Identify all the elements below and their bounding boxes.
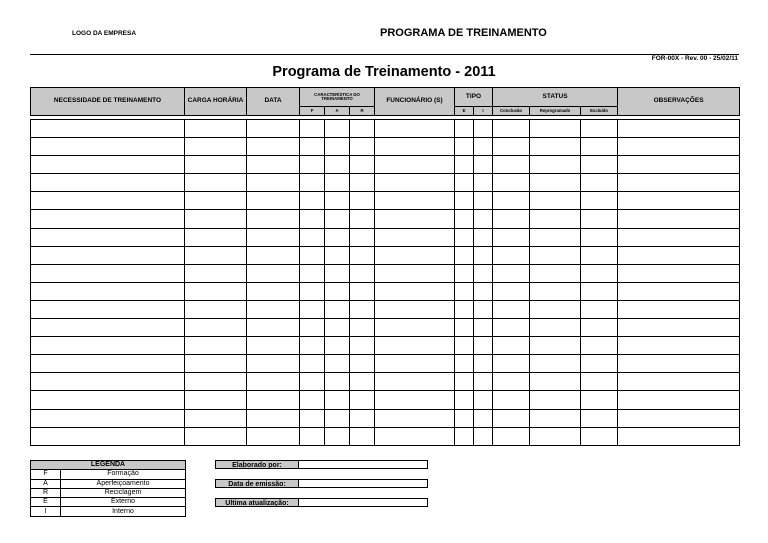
table-cell[interactable] [618, 355, 740, 373]
table-cell[interactable] [300, 174, 325, 192]
table-cell[interactable] [325, 264, 350, 282]
table-cell[interactable] [474, 210, 493, 228]
legend-label: Formação [61, 470, 186, 479]
page-title: Programa de Treinamento - 2011 [272, 64, 496, 80]
table-cell[interactable] [493, 192, 530, 210]
table-cell[interactable] [31, 337, 185, 355]
table-cell[interactable] [185, 300, 247, 318]
table-row [31, 373, 740, 391]
table-cell[interactable] [474, 319, 493, 337]
table-cell[interactable] [375, 174, 455, 192]
sub-header-f: F [300, 107, 325, 116]
table-cell[interactable] [185, 246, 247, 264]
table-cell[interactable] [581, 319, 618, 337]
table-cell[interactable] [350, 174, 375, 192]
table-cell[interactable] [247, 264, 300, 282]
table-row [31, 174, 740, 192]
table-cell[interactable] [350, 337, 375, 355]
table-cell[interactable] [247, 210, 300, 228]
table-cell[interactable] [350, 427, 375, 445]
table-cell[interactable] [31, 156, 185, 174]
table-cell[interactable] [581, 228, 618, 246]
table-cell[interactable] [325, 138, 350, 156]
table-row [31, 138, 740, 156]
table-cell[interactable] [474, 300, 493, 318]
table-row [31, 337, 740, 355]
table-row [31, 391, 740, 409]
table-cell[interactable] [618, 120, 740, 138]
table-cell[interactable] [530, 409, 581, 427]
legend-row [31, 498, 186, 507]
table-cell[interactable] [530, 319, 581, 337]
table-cell[interactable] [474, 228, 493, 246]
table-cell[interactable] [325, 174, 350, 192]
col-header-observacoes: OBSERVAÇÕES [618, 88, 740, 116]
data-emissao-field[interactable] [299, 479, 428, 488]
table-cell[interactable] [185, 120, 247, 138]
table-cell[interactable] [350, 355, 375, 373]
table-cell[interactable] [375, 228, 455, 246]
table-cell[interactable] [530, 427, 581, 445]
table-cell[interactable] [581, 138, 618, 156]
table-cell[interactable] [300, 282, 325, 300]
table-cell[interactable] [350, 210, 375, 228]
table-cell[interactable] [375, 300, 455, 318]
table-cell[interactable] [493, 120, 530, 138]
legend-label: Interno [61, 507, 186, 516]
table-cell[interactable] [493, 373, 530, 391]
table-cell[interactable] [493, 391, 530, 409]
table-cell[interactable] [493, 300, 530, 318]
table-cell[interactable] [350, 282, 375, 300]
table-cell[interactable] [185, 174, 247, 192]
col-header-data: DATA [247, 88, 300, 116]
legend-row [31, 488, 186, 497]
table-cell[interactable] [474, 174, 493, 192]
table-cell[interactable] [247, 228, 300, 246]
table-cell[interactable] [185, 373, 247, 391]
table-cell[interactable] [530, 373, 581, 391]
table-cell[interactable] [493, 282, 530, 300]
header-title: PROGRAMA DE TREINAMENTO [380, 27, 547, 39]
table-cell[interactable] [581, 409, 618, 427]
table-cell[interactable] [493, 246, 530, 264]
table-cell[interactable] [455, 192, 474, 210]
table-cell[interactable] [618, 409, 740, 427]
table-cell[interactable] [474, 391, 493, 409]
table-cell[interactable] [493, 427, 530, 445]
table-cell[interactable] [455, 300, 474, 318]
table-cell[interactable] [325, 228, 350, 246]
table-cell[interactable] [185, 427, 247, 445]
legend-label: Aperfeiçoamento [61, 479, 186, 488]
table-cell[interactable] [375, 138, 455, 156]
table-cell[interactable] [185, 355, 247, 373]
table-cell[interactable] [247, 246, 300, 264]
table-cell[interactable] [455, 427, 474, 445]
table-cell[interactable] [247, 174, 300, 192]
table-row [31, 264, 740, 282]
col-header-necessidade: NECESSIDADE DE TREINAMENTO [31, 88, 185, 116]
table-cell[interactable] [300, 192, 325, 210]
table-cell[interactable] [618, 300, 740, 318]
table-cell[interactable] [474, 156, 493, 174]
sub-header-excluido: Excluído [581, 107, 618, 116]
table-cell[interactable] [581, 391, 618, 409]
table-cell[interactable] [350, 156, 375, 174]
col-header-tipo: TIPO [455, 88, 493, 107]
table-cell[interactable] [31, 210, 185, 228]
legend-row [31, 470, 186, 479]
table-cell[interactable] [493, 355, 530, 373]
table-row [31, 319, 740, 337]
table-cell[interactable] [530, 355, 581, 373]
table-cell[interactable] [31, 373, 185, 391]
table-cell[interactable] [455, 409, 474, 427]
table-cell[interactable] [530, 264, 581, 282]
table-cell[interactable] [350, 120, 375, 138]
table-cell[interactable] [350, 264, 375, 282]
table-cell[interactable] [375, 192, 455, 210]
table-cell[interactable] [375, 337, 455, 355]
table-cell[interactable] [185, 228, 247, 246]
sub-header-conclusao: Conclusão [493, 107, 530, 116]
table-cell[interactable] [300, 427, 325, 445]
table-cell[interactable] [455, 264, 474, 282]
table-cell[interactable] [185, 192, 247, 210]
table-cell[interactable] [185, 391, 247, 409]
table-cell[interactable] [300, 246, 325, 264]
table-cell[interactable] [530, 210, 581, 228]
col-header-funcionario: FUNCIONÁRIO (S) [375, 88, 455, 116]
table-cell[interactable] [247, 337, 300, 355]
table-cell[interactable] [455, 120, 474, 138]
table-cell[interactable] [455, 282, 474, 300]
table-cell[interactable] [350, 138, 375, 156]
table-cell[interactable] [325, 355, 350, 373]
table-cell[interactable] [300, 409, 325, 427]
table-cell[interactable] [185, 156, 247, 174]
table-cell[interactable] [375, 210, 455, 228]
table-cell[interactable] [247, 319, 300, 337]
table-cell[interactable] [185, 282, 247, 300]
document-code: FOR-00X - Rev. 00 - 25/02/11 [651, 55, 738, 62]
training-program-table [30, 87, 740, 446]
table-cell[interactable] [581, 120, 618, 138]
table-cell[interactable] [493, 138, 530, 156]
table-cell[interactable] [375, 282, 455, 300]
table-cell[interactable] [455, 373, 474, 391]
table-cell[interactable] [325, 210, 350, 228]
table-row [31, 409, 740, 427]
table-cell[interactable] [618, 373, 740, 391]
table-cell[interactable] [350, 391, 375, 409]
table-cell[interactable] [300, 391, 325, 409]
table-cell[interactable] [185, 409, 247, 427]
table-cell[interactable] [530, 138, 581, 156]
legend-code: E [31, 498, 61, 507]
table-cell[interactable] [247, 156, 300, 174]
table-cell[interactable] [474, 282, 493, 300]
table-cell[interactable] [375, 120, 455, 138]
table-cell[interactable] [375, 427, 455, 445]
table-cell[interactable] [350, 373, 375, 391]
table-cell[interactable] [618, 282, 740, 300]
table-cell[interactable] [618, 210, 740, 228]
table-cell[interactable] [493, 409, 530, 427]
table-cell[interactable] [31, 300, 185, 318]
table-cell[interactable] [581, 246, 618, 264]
table-cell[interactable] [474, 409, 493, 427]
table-cell[interactable] [247, 300, 300, 318]
table-row [31, 427, 740, 445]
table-cell[interactable] [325, 427, 350, 445]
table-cell[interactable] [375, 319, 455, 337]
table-cell[interactable] [455, 228, 474, 246]
table-cell[interactable] [581, 174, 618, 192]
table-cell[interactable] [493, 156, 530, 174]
legend-row [31, 479, 186, 488]
table-cell[interactable] [581, 427, 618, 445]
table-cell[interactable] [455, 138, 474, 156]
table-cell[interactable] [325, 409, 350, 427]
table-cell[interactable] [325, 391, 350, 409]
table-cell[interactable] [375, 156, 455, 174]
table-cell[interactable] [185, 337, 247, 355]
table-cell[interactable] [581, 210, 618, 228]
table-cell[interactable] [530, 337, 581, 355]
table-cell[interactable] [474, 138, 493, 156]
table-cell[interactable] [31, 192, 185, 210]
legend-title: LEGENDA [31, 461, 186, 470]
table-row [31, 192, 740, 210]
table-cell[interactable] [375, 355, 455, 373]
table-cell[interactable] [325, 282, 350, 300]
table-cell[interactable] [31, 427, 185, 445]
sub-header-i: I [474, 107, 493, 116]
table-cell[interactable] [247, 391, 300, 409]
table-cell[interactable] [325, 319, 350, 337]
table-cell[interactable] [300, 300, 325, 318]
table-cell[interactable] [300, 319, 325, 337]
table-cell[interactable] [247, 427, 300, 445]
table-cell[interactable] [31, 228, 185, 246]
table-cell[interactable] [530, 192, 581, 210]
table-cell[interactable] [247, 120, 300, 138]
table-row [31, 120, 740, 138]
table-cell[interactable] [618, 138, 740, 156]
table-cell[interactable] [581, 300, 618, 318]
table-cell[interactable] [375, 246, 455, 264]
table-cell[interactable] [325, 156, 350, 174]
table-cell[interactable] [350, 192, 375, 210]
table-cell[interactable] [618, 337, 740, 355]
table-cell[interactable] [300, 264, 325, 282]
table-row [31, 210, 740, 228]
sub-header-a: A [325, 107, 350, 116]
table-cell[interactable] [350, 319, 375, 337]
ultima-atualizacao-label: Última atualização: [215, 498, 299, 507]
table-cell[interactable] [618, 192, 740, 210]
table-cell[interactable] [31, 319, 185, 337]
table-cell[interactable] [247, 192, 300, 210]
table-cell[interactable] [474, 337, 493, 355]
table-cell[interactable] [493, 228, 530, 246]
table-cell[interactable] [185, 319, 247, 337]
table-cell[interactable] [530, 156, 581, 174]
table-cell[interactable] [474, 192, 493, 210]
table-cell[interactable] [300, 138, 325, 156]
table-cell[interactable] [530, 120, 581, 138]
table-cell[interactable] [474, 427, 493, 445]
table-cell[interactable] [618, 319, 740, 337]
table-cell[interactable] [618, 228, 740, 246]
table-cell[interactable] [300, 120, 325, 138]
table-cell[interactable] [474, 120, 493, 138]
table-cell[interactable] [474, 264, 493, 282]
table-cell[interactable] [247, 282, 300, 300]
table-cell[interactable] [31, 282, 185, 300]
legend-label: Reciclagem [61, 488, 186, 497]
legend-table [30, 460, 186, 517]
table-cell[interactable] [618, 246, 740, 264]
table-cell[interactable] [31, 174, 185, 192]
table-cell[interactable] [350, 246, 375, 264]
legend-code: R [31, 488, 61, 497]
legend-label: Externo [61, 498, 186, 507]
table-cell[interactable] [31, 138, 185, 156]
table-cell[interactable] [350, 228, 375, 246]
table-cell[interactable] [350, 409, 375, 427]
table-cell[interactable] [455, 355, 474, 373]
table-cell[interactable] [618, 156, 740, 174]
table-cell[interactable] [300, 156, 325, 174]
sub-header-r: R [350, 107, 375, 116]
table-cell[interactable] [581, 282, 618, 300]
table-cell[interactable] [375, 264, 455, 282]
table-cell[interactable] [618, 391, 740, 409]
table-cell[interactable] [31, 246, 185, 264]
ultima-atualizacao-field[interactable] [299, 498, 428, 507]
table-cell[interactable] [325, 373, 350, 391]
table-cell[interactable] [581, 355, 618, 373]
table-cell[interactable] [185, 264, 247, 282]
table-row [31, 228, 740, 246]
table-cell[interactable] [455, 337, 474, 355]
table-cell[interactable] [375, 373, 455, 391]
col-header-carga-horaria: CARGA HORÁRIA [185, 88, 247, 116]
table-cell[interactable] [455, 210, 474, 228]
table-cell[interactable] [325, 192, 350, 210]
legend-code: A [31, 479, 61, 488]
sub-header-reprogramado: Reprogramado [530, 107, 581, 116]
table-cell[interactable] [325, 120, 350, 138]
table-cell[interactable] [618, 264, 740, 282]
table-cell[interactable] [474, 246, 493, 264]
table-cell[interactable] [455, 391, 474, 409]
table-cell[interactable] [31, 264, 185, 282]
table-row [31, 246, 740, 264]
table-cell[interactable] [530, 246, 581, 264]
table-cell[interactable] [581, 373, 618, 391]
col-header-caracteristica: CARACTERÍSTICA DO TREINAMENTO [300, 88, 375, 107]
legend-code: I [31, 507, 61, 516]
table-cell[interactable] [581, 156, 618, 174]
table-cell[interactable] [474, 373, 493, 391]
table-cell[interactable] [455, 319, 474, 337]
table-cell[interactable] [530, 174, 581, 192]
table-cell[interactable] [31, 120, 185, 138]
table-cell[interactable] [455, 156, 474, 174]
table-cell[interactable] [325, 246, 350, 264]
table-cell[interactable] [300, 355, 325, 373]
table-cell[interactable] [300, 373, 325, 391]
table-row [31, 300, 740, 318]
table-row [31, 355, 740, 373]
col-header-status: STATUS [493, 88, 618, 107]
table-row [31, 282, 740, 300]
table-cell[interactable] [618, 174, 740, 192]
elaborado-field[interactable] [299, 460, 428, 469]
table-cell[interactable] [474, 355, 493, 373]
table-cell[interactable] [375, 409, 455, 427]
table-cell[interactable] [530, 282, 581, 300]
data-emissao-label: Data de emissão: [215, 479, 299, 488]
table-cell[interactable] [455, 246, 474, 264]
table-cell[interactable] [350, 300, 375, 318]
table-cell[interactable] [31, 409, 185, 427]
table-cell[interactable] [530, 228, 581, 246]
company-logo-placeholder: LOGO DA EMPRESA [72, 30, 137, 37]
table-cell[interactable] [530, 300, 581, 318]
table-cell[interactable] [300, 228, 325, 246]
table-cell[interactable] [300, 210, 325, 228]
table-cell[interactable] [493, 210, 530, 228]
table-cell[interactable] [247, 138, 300, 156]
table-cell[interactable] [530, 391, 581, 409]
table-cell[interactable] [325, 300, 350, 318]
table-cell[interactable] [581, 264, 618, 282]
table-cell[interactable] [493, 319, 530, 337]
table-cell[interactable] [325, 337, 350, 355]
table-cell[interactable] [493, 174, 530, 192]
legend-row [31, 507, 186, 516]
table-cell[interactable] [493, 337, 530, 355]
table-cell[interactable] [31, 355, 185, 373]
table-row [31, 156, 740, 174]
legend-code: F [31, 470, 61, 479]
table-cell[interactable] [185, 210, 247, 228]
table-cell[interactable] [493, 264, 530, 282]
table-cell[interactable] [300, 337, 325, 355]
table-cell[interactable] [31, 391, 185, 409]
table-cell[interactable] [247, 409, 300, 427]
elaborado-label: Elaborado por: [215, 460, 299, 469]
table-cell[interactable] [618, 427, 740, 445]
table-cell[interactable] [185, 138, 247, 156]
header-divider [30, 54, 739, 55]
table-cell[interactable] [247, 355, 300, 373]
table-cell[interactable] [247, 373, 300, 391]
sub-header-e: E [455, 107, 474, 116]
table-cell[interactable] [375, 391, 455, 409]
table-cell[interactable] [581, 192, 618, 210]
table-cell[interactable] [581, 337, 618, 355]
table-cell[interactable] [455, 174, 474, 192]
